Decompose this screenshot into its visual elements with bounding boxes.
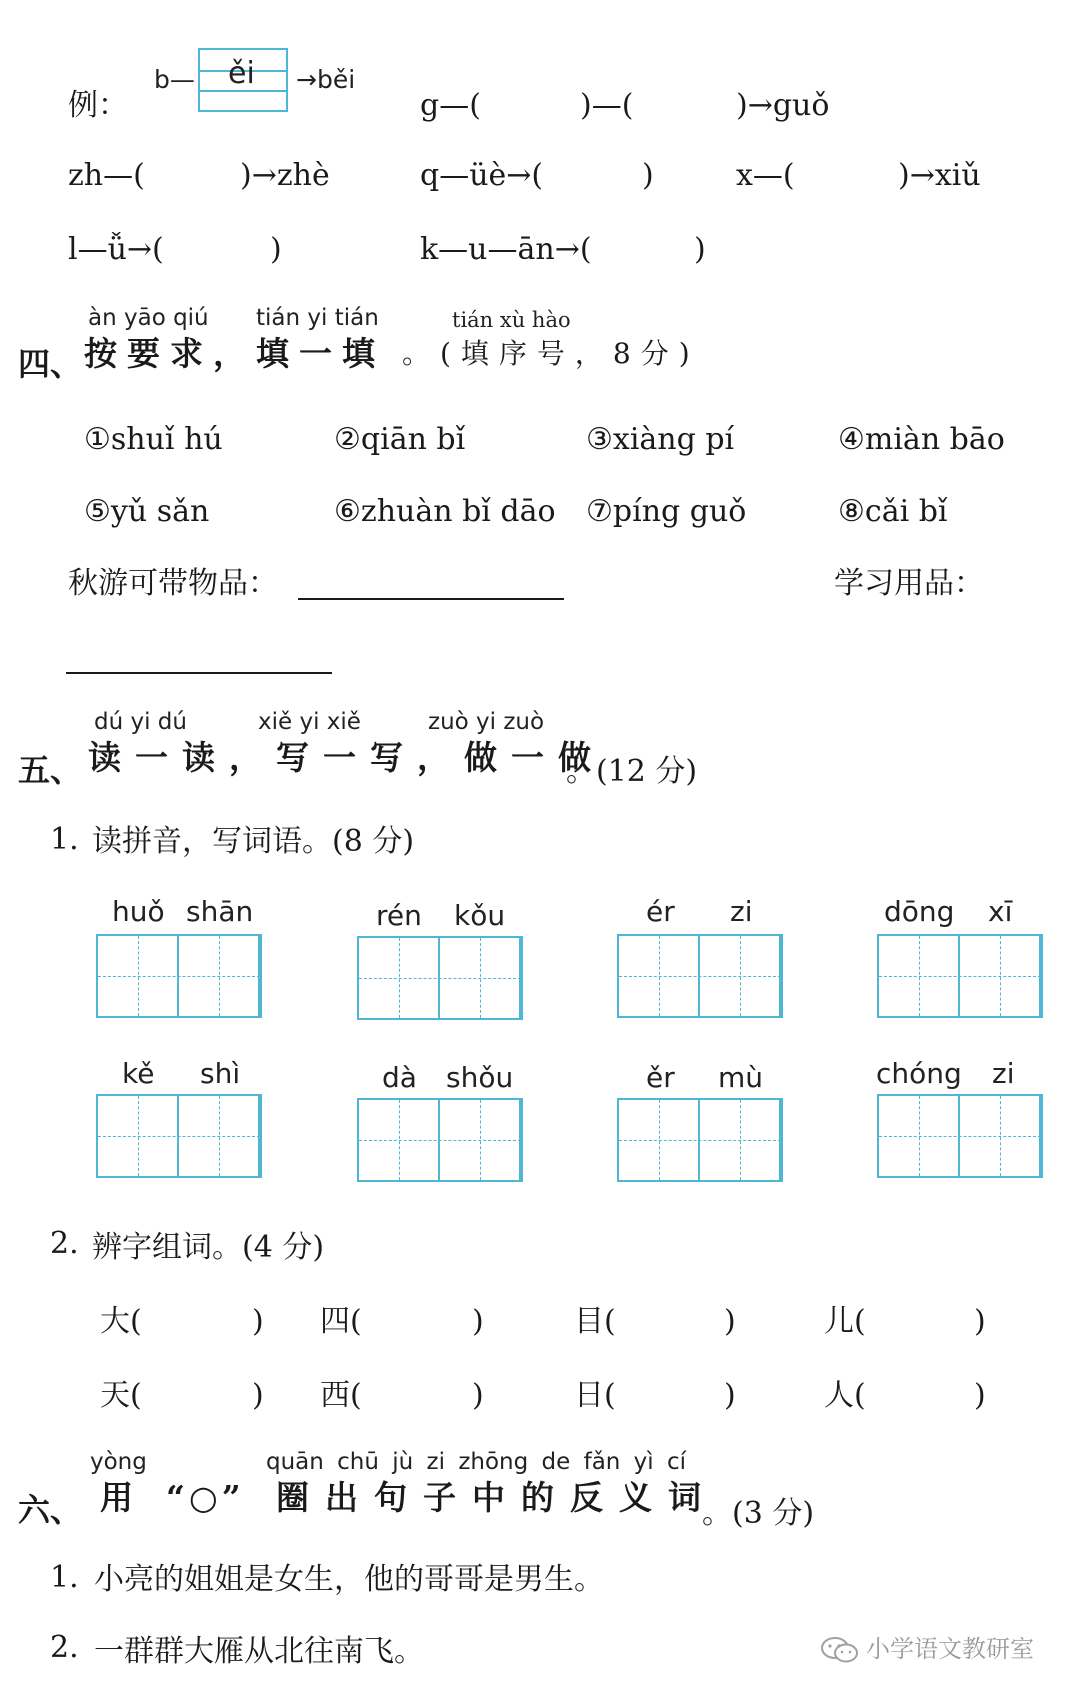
pair6-close: ) — [472, 1378, 484, 1413]
pair3-close: ) — [724, 1304, 736, 1339]
wechat-icon — [820, 1636, 860, 1664]
s4-answer-line-study[interactable] — [66, 672, 332, 674]
example-initial: b— — [154, 65, 195, 94]
s6-title-yong: 用 — [100, 1478, 143, 1517]
s4-pinyin-3: tián xù hào — [452, 308, 571, 332]
row2-part6: )→xiǔ — [898, 158, 981, 193]
writing-grid-7[interactable] — [617, 1098, 783, 1182]
s6-pinyin-2: quān chū jù zi zhōng de fǎn yì cí — [266, 1449, 687, 1475]
row2-part1: zh—( — [68, 158, 145, 193]
writing-grid-6[interactable] — [357, 1098, 523, 1182]
word4-py1: dōng — [884, 895, 955, 928]
s4-label-study: 学习用品： — [834, 566, 984, 601]
s5-pinyin-3: zuò yi zuò — [428, 709, 545, 735]
row3-part1: l—ǚ→( — [68, 232, 164, 267]
row3-part3: k—u—ān→( — [420, 232, 592, 267]
word1-py2: shān — [186, 895, 254, 928]
pair5-close: ) — [252, 1378, 264, 1413]
writing-grid-8[interactable] — [877, 1094, 1043, 1178]
s4-item-8: ⑧cǎi bǐ — [838, 494, 948, 529]
s5-q1-text: 读拼音，写词语。(8 分) — [92, 824, 415, 859]
s6-s2-text[interactable]: 一群群大雁从北往南飞。 — [94, 1634, 424, 1669]
pair7-open: 日( — [574, 1378, 616, 1413]
pair1-open: 大( — [100, 1304, 142, 1339]
word3-py2: zi — [730, 895, 753, 928]
writing-grid-3[interactable] — [617, 934, 783, 1018]
word5-py1: kě — [122, 1057, 155, 1090]
writing-grid-2[interactable] — [357, 936, 523, 1020]
s5-q2-text: 辨字组词。(4 分) — [92, 1230, 325, 1265]
writing-grid-1[interactable] — [96, 934, 262, 1018]
s6-s1-num: 1. — [50, 1560, 79, 1595]
s4-item-4: ④miàn bāo — [838, 422, 1005, 457]
word4-py2: xī — [988, 895, 1013, 928]
s5-q2-num: 2. — [50, 1226, 79, 1261]
s6-number: 六、 — [18, 1491, 83, 1529]
s6-pinyin-1: yòng — [90, 1449, 147, 1475]
s4-answer-line-outing[interactable] — [298, 598, 564, 600]
s5-pinyin-1: dú yi dú — [94, 709, 187, 735]
row1-part3: )→guǒ — [736, 88, 830, 123]
word3-py1: ér — [646, 895, 675, 928]
s4-label-outing: 秋游可带物品： — [68, 566, 278, 601]
word2-py1: rén — [376, 899, 422, 932]
pair1-close: ) — [252, 1304, 264, 1339]
word7-py1: ěr — [646, 1061, 675, 1094]
row3-part4: ) — [694, 232, 706, 267]
pair5-open: 天( — [100, 1378, 142, 1413]
s6-s1-text[interactable]: 小亮的姐姐是女生，他的哥哥是男生。 — [94, 1562, 604, 1597]
row1-part1: g—( — [420, 88, 481, 123]
pair4-close: ) — [974, 1304, 986, 1339]
word7-py2: mù — [718, 1061, 764, 1094]
row2-part2: )→zhè — [240, 158, 330, 193]
s4-item-2: ②qiān bǐ — [334, 422, 466, 457]
s4-pinyin-2: tián yi tián — [256, 305, 379, 331]
s5-q1-num: 1. — [50, 822, 79, 857]
pair8-close: ) — [974, 1378, 986, 1413]
word2-py2: kǒu — [454, 899, 506, 932]
row3-part2: ) — [270, 232, 282, 267]
row1-part2: )—( — [580, 88, 634, 123]
word8-py1: chóng — [876, 1057, 962, 1090]
word1-py1: huǒ — [112, 895, 165, 928]
s6-title-circle: “○” — [166, 1478, 245, 1517]
s5-title: 读一读，写一写，做一做 — [88, 738, 605, 777]
example-result: →běi — [296, 65, 356, 94]
pair4-open: 儿( — [824, 1304, 866, 1339]
s6-title: 圈出句子中的反义词 — [276, 1478, 717, 1517]
pair3-open: 目( — [574, 1304, 616, 1339]
s4-title: 按要求，填一填 — [84, 334, 385, 373]
row2-part4: ) — [642, 158, 654, 193]
word8-py2: zi — [992, 1057, 1015, 1090]
example-final: ěi — [228, 56, 255, 91]
s4-item-3: ③xiàng pí — [586, 422, 735, 457]
s4-number: 四、 — [18, 345, 83, 383]
word5-py2: shì — [200, 1057, 241, 1090]
s4-pinyin-1: àn yāo qiú — [88, 305, 209, 331]
pair7-close: ) — [724, 1378, 736, 1413]
s5-pinyin-2: xiě yi xiě — [258, 709, 361, 735]
s4-title-tail: 。(填序号，8分) — [402, 337, 700, 370]
s5-title-tail: 。(12 分) — [566, 754, 698, 789]
s4-item-7: ⑦píng guǒ — [586, 494, 747, 529]
pair6-open: 西( — [320, 1378, 362, 1413]
word6-py2: shǒu — [446, 1061, 514, 1094]
writing-grid-4[interactable] — [877, 934, 1043, 1018]
s4-item-6: ⑥zhuàn bǐ dāo — [334, 494, 556, 529]
s4-item-1: ①shuǐ hú — [84, 422, 223, 457]
s6-title-tail: 。(3 分) — [702, 1496, 815, 1531]
s5-number: 五、 — [18, 751, 83, 789]
s6-s2-num: 2. — [50, 1630, 79, 1665]
s4-item-5: ⑤yǔ sǎn — [84, 494, 210, 529]
watermark-text: 小学语文教研室 — [866, 1635, 1034, 1663]
writing-grid-5[interactable] — [96, 1094, 262, 1178]
pair2-open: 四( — [320, 1304, 362, 1339]
word6-py1: dà — [382, 1061, 417, 1094]
pair8-open: 人( — [824, 1378, 866, 1413]
example-label: 例： — [68, 88, 128, 123]
pair2-close: ) — [472, 1304, 484, 1339]
row2-part5: x—( — [736, 158, 795, 193]
row2-part3: q—üè→( — [420, 158, 544, 193]
